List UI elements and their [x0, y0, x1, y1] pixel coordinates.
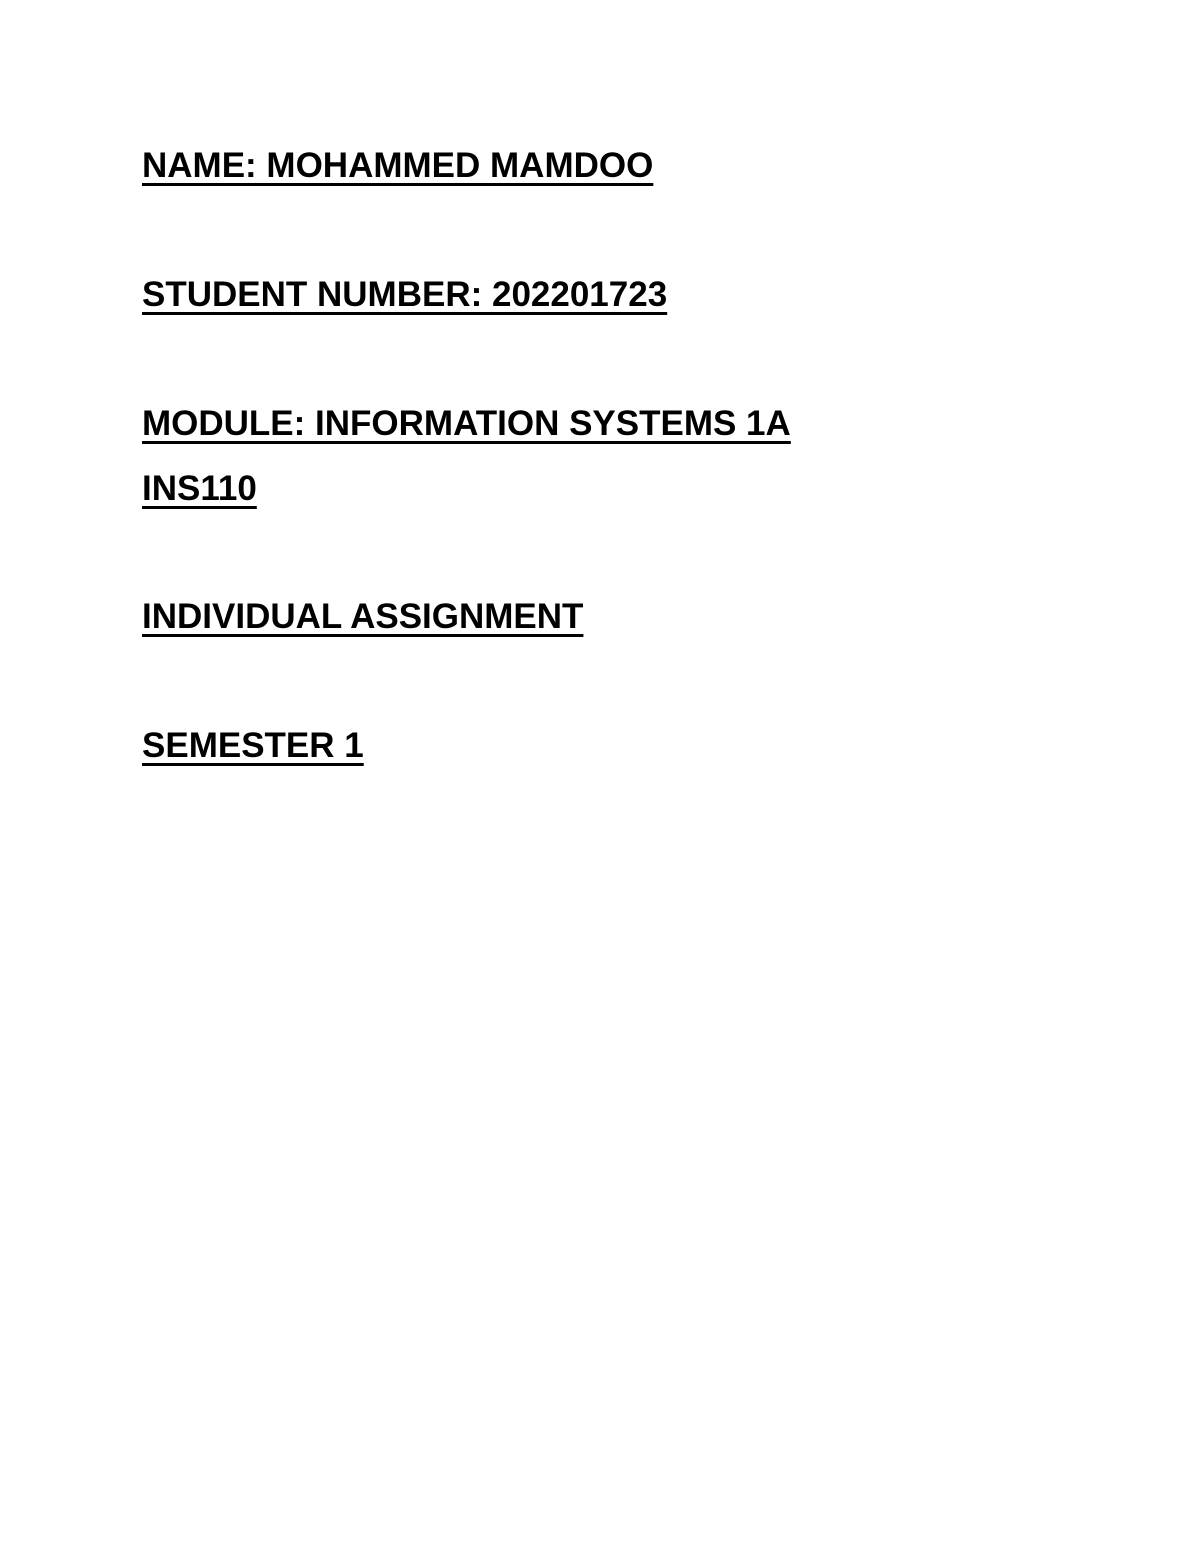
assignment-type: INDIVIDUAL ASSIGNMENT: [142, 597, 584, 636]
student-number: STUDENT NUMBER: 202201723: [142, 275, 668, 314]
semester: SEMESTER 1: [142, 726, 364, 765]
student-name: NAME: MOHAMMED MAMDOO: [142, 146, 654, 185]
module-title: MODULE: INFORMATION SYSTEMS 1A: [142, 404, 791, 443]
module-code: INS110: [142, 469, 257, 508]
